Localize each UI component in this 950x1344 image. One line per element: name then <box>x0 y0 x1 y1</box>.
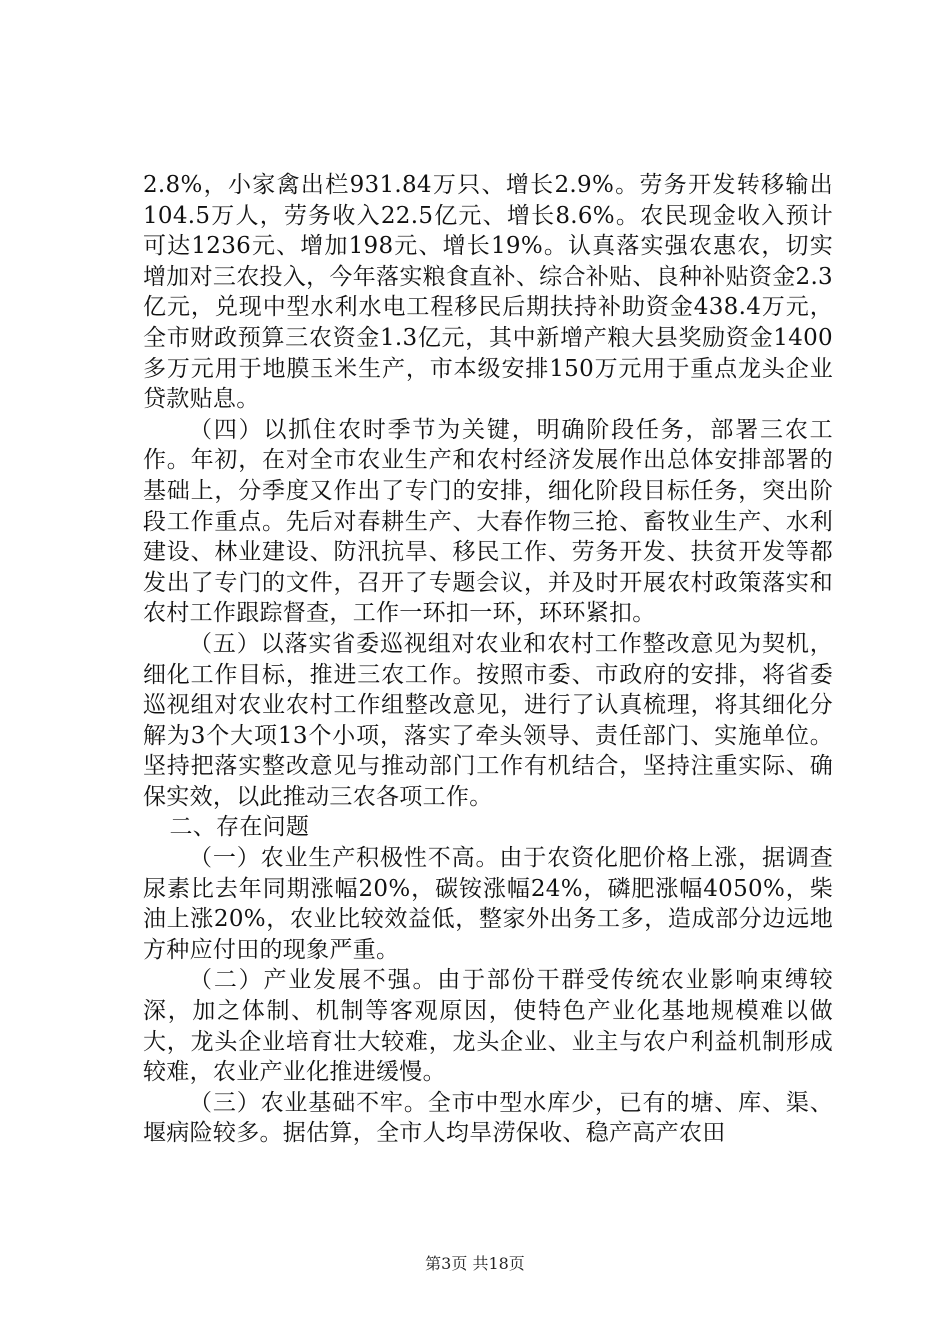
paragraph-continued: 2.8%，小家禽出栏931.84万只、增长2.9%。劳务开发转移输出104.5万人，劳务收入22.5亿元、增长8.6%。农民现金收入预计可达1236元、增加198元、增长19%。认真落实强农惠农，切实增加对三农投入，今年落实粮食直补、综合补贴、良种补贴资金2.3亿元，兑现中型水利水电工程移民后期扶持补助资金438.4万元，全市财政预算三农资金1.3亿元，其中新增产粮大县奖励资金1400多万元用于地膜玉米生产，市本级安排150万元用于重点龙头企业贷款贴息。 <box>143 172 833 413</box>
document-body <box>143 170 833 1149</box>
section-heading-problems: 二、存在问题 <box>169 814 310 841</box>
paragraph-section-5: （五）以落实省委巡视组对农业和农村工作整改意见为契机，细化工作目标，推进三农工作。按照市委、市政府的安排，将省委巡视组对农业农村工作组整改意见，进行了认真梳理，将其细化分解为3个大项13个小项，落实了牵头领导、责任部门、实施单位。坚持把落实整改意见与推动部门工作有机结合，坚持注重实际、确保实效，以此推动三农各项工作。 <box>143 630 833 810</box>
page-number-footer: 第3页 共18页 <box>425 1254 525 1273</box>
paragraph-section-4: （四）以抓住农时季节为关键，明确阶段任务，部署三农工作。年初，在对全市农业生产和农村经济发展作出总体安排部署的基础上，分季度又作出了专门的安排，细化阶段目标任务，突出阶段工作重点。先后对春耕生产、大春作物三抢、畜牧业生产、水利建设、林业建设、防汛抗旱、移民工作、劳务开发、扶贫开发等都发出了专门的文件，召开了专题会议，并及时开展农村政策落实和农村工作跟踪督查，工作一环扣一环，环环紧扣。 <box>143 416 833 627</box>
paragraph-problem-1: （一）农业生产积极性不高。由于农资化肥价格上涨，据调查尿素比去年同期涨幅20%，碳铵涨幅24%，磷肥涨幅4050%，柴油上涨20%，农业比较效益低，整家外出务工多，造成部分边远地方种应付田的现象严重。 <box>143 845 833 963</box>
paragraph-problem-2: （二）产业发展不强。由于部份干群受传统农业影响束缚较深，加之体制、机制等客观原因，使特色产业化基地规模难以做大，龙头企业培育壮大较难，龙头企业、业主与农户利益机制形成较难，农业产业化推进缓慢。 <box>143 967 833 1086</box>
paragraph-problem-3: （三）农业基础不牢。全市中型水库少，已有的塘、库、渠、堰病险较多。据估算，全市人均旱涝保收、稳产高产农田 <box>143 1089 833 1147</box>
